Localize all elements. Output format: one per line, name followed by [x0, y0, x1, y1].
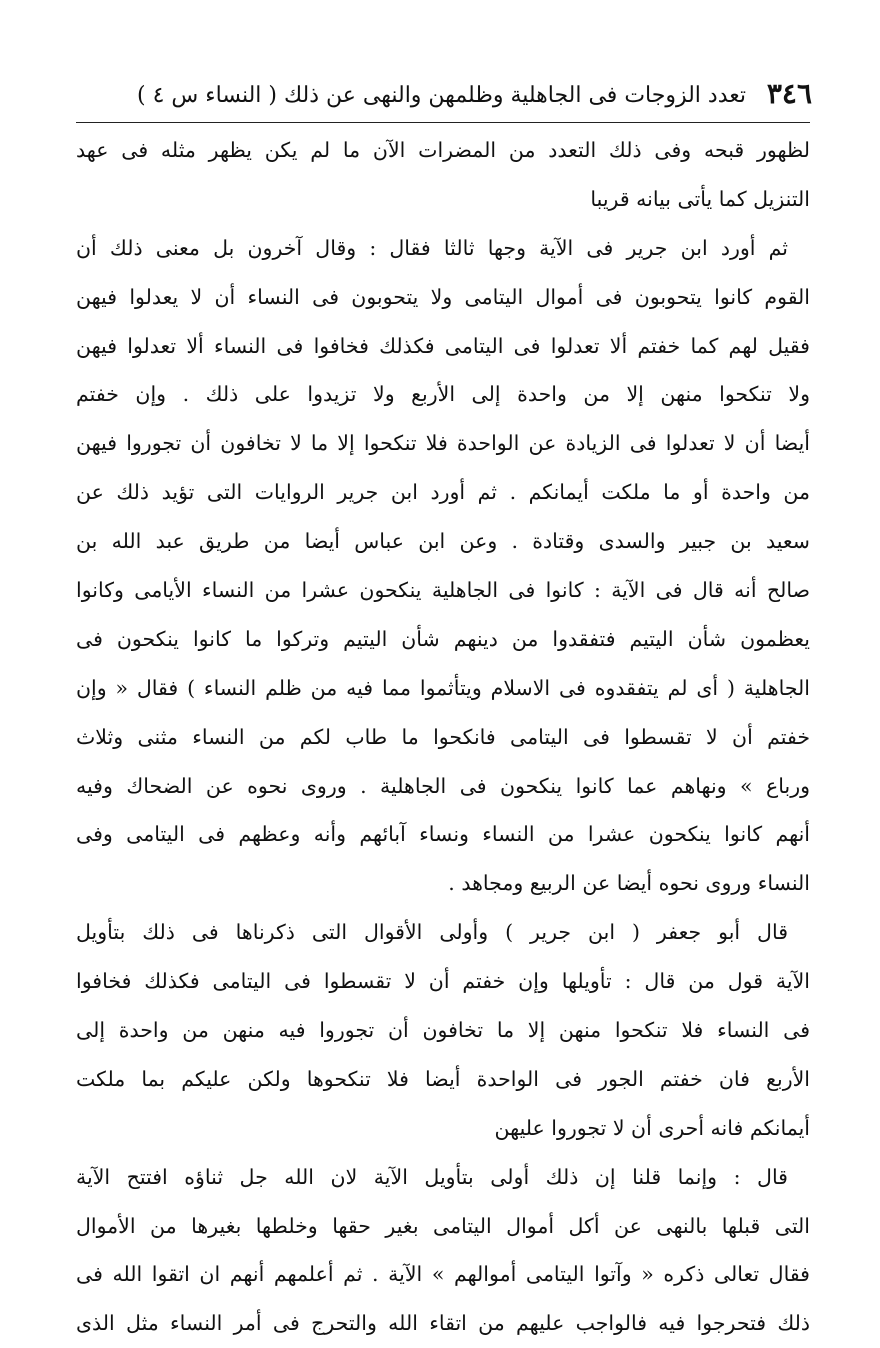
text-line: فقيل لهم كما خفتم ألا تعدلوا فى اليتامى فكذلك فخافوا فى النساء ألا تعدلوا فيهن [76, 333, 810, 358]
text-line: لظهور قبحه وفى ذلك التعدد من المضرات الآن ما لم يكن يظهر مثله فى عهد [76, 138, 810, 162]
text-line: النساء وروى نحوه أيضا عن الربيع ومجاهد . [448, 871, 810, 896]
text-line: التنزيل كما يأتى بيانه قريبا [590, 186, 810, 211]
text-line: الجاهلية ( أى لم يتفقدوه فى الاسلام ويتأثموا مما فيه من ظلم النساء ) فقال « وإن [76, 675, 810, 700]
text-line: سعيد بن جبير والسدى وقتادة . وعن ابن عباس أيضا من طريق عبد الله بن [76, 529, 810, 554]
page-number: ٣٤٦ [766, 77, 812, 110]
text-line: ذلك فتحرجوا فيه فالواجب عليهم من اتقاء الله والتحرج فى أمر النساء مثل الذى [76, 1311, 810, 1336]
text-line: القوم كانوا يتحوبون فى أموال اليتامى ولا يتحوبون فى النساء أن لا يعدلوا فيهن [76, 284, 810, 309]
text-line: أيضا أن لا تعدلوا فى الزيادة عن الواحدة فلا تنكحوا إلا ما لا تخافون أن تجوروا فيهن [76, 431, 810, 456]
text-line: فى النساء فلا تنكحوا منهن إلا ما تخافون أن تجوروا فيه منهن من واحدة إلى [76, 1018, 810, 1043]
running-title: تعدد الزوجات فى الجاهلية وظلمهن والنهى عن ذلك ( النساء س ٤ ) [137, 83, 746, 108]
text-line: الآية قول من قال : تأويلها وإن خفتم أن لا تقسطوا فى اليتامى فكذلك فخافوا [76, 969, 810, 994]
text-line: ورباع » ونهاهم عما كانوا ينكحون فى الجاهلية . وروى نحوه عن الضحاك وفيه [76, 773, 810, 798]
text-line: التى قبلها بالنهى عن أكل أموال اليتامى بغير حقها وخلطها بغيرها من الأموال [76, 1213, 810, 1238]
text-line: خفتم أن لا تقسطوا فى اليتامى فانكحوا ما طاب لكم من النساء مثنى وثلاث [76, 724, 810, 749]
text-line: من واحدة أو ما ملكت أيمانكم . ثم أورد ابن جرير الروايات التى تؤيد ذلك عن [76, 480, 810, 505]
header-rule [76, 122, 810, 123]
text-line: يعظمون شأن اليتيم فتفقدوا من دينهم شأن اليتيم وتركوا ما كانوا ينكحون فى [76, 626, 810, 651]
page-header [74, 74, 812, 118]
text-line: الأربع فان خفتم الجور فى الواحدة أيضا فلا تنكحوها ولكن عليكم بما ملكت [76, 1066, 810, 1091]
text-line: أيمانكم فانه أحرى أن لا تجوروا عليهن [494, 1115, 810, 1140]
text-line: ثم أورد ابن جرير فى الآية وجها ثالثا فقال : وقال آخرون بل معنى ذلك أن [76, 235, 788, 260]
body-text [76, 126, 810, 1348]
text-line: فقال تعالى ذكره « وآتوا اليتامى أموالهم » الآية . ثم أعلمهم أنهم ان اتقوا الله فى [76, 1262, 810, 1287]
text-line: قال : وإنما قلنا إن ذلك أولى بتأويل الآية لان الله جل ثناؤه افتتح الآية [76, 1164, 788, 1189]
text-line: صالح أنه قال فى الآية : كانوا فى الجاهلية ينكحون عشرا من النساء الأيامى وكانوا [76, 578, 810, 603]
text-line: أنهم كانوا ينكحون عشرا من النساء ونساء آبائهم وأنه وعظهم فى اليتامى وفى [76, 822, 810, 847]
text-line: ولا تنكحوا منهن إلا من واحدة إلى الأربع ولا تزيدوا على ذلك . وإن خفتم [76, 382, 810, 407]
text-line: قال أبو جعفر ( ابن جرير ) وأولى الأقوال التى ذكرناها فى ذلك بتأويل [76, 920, 788, 945]
